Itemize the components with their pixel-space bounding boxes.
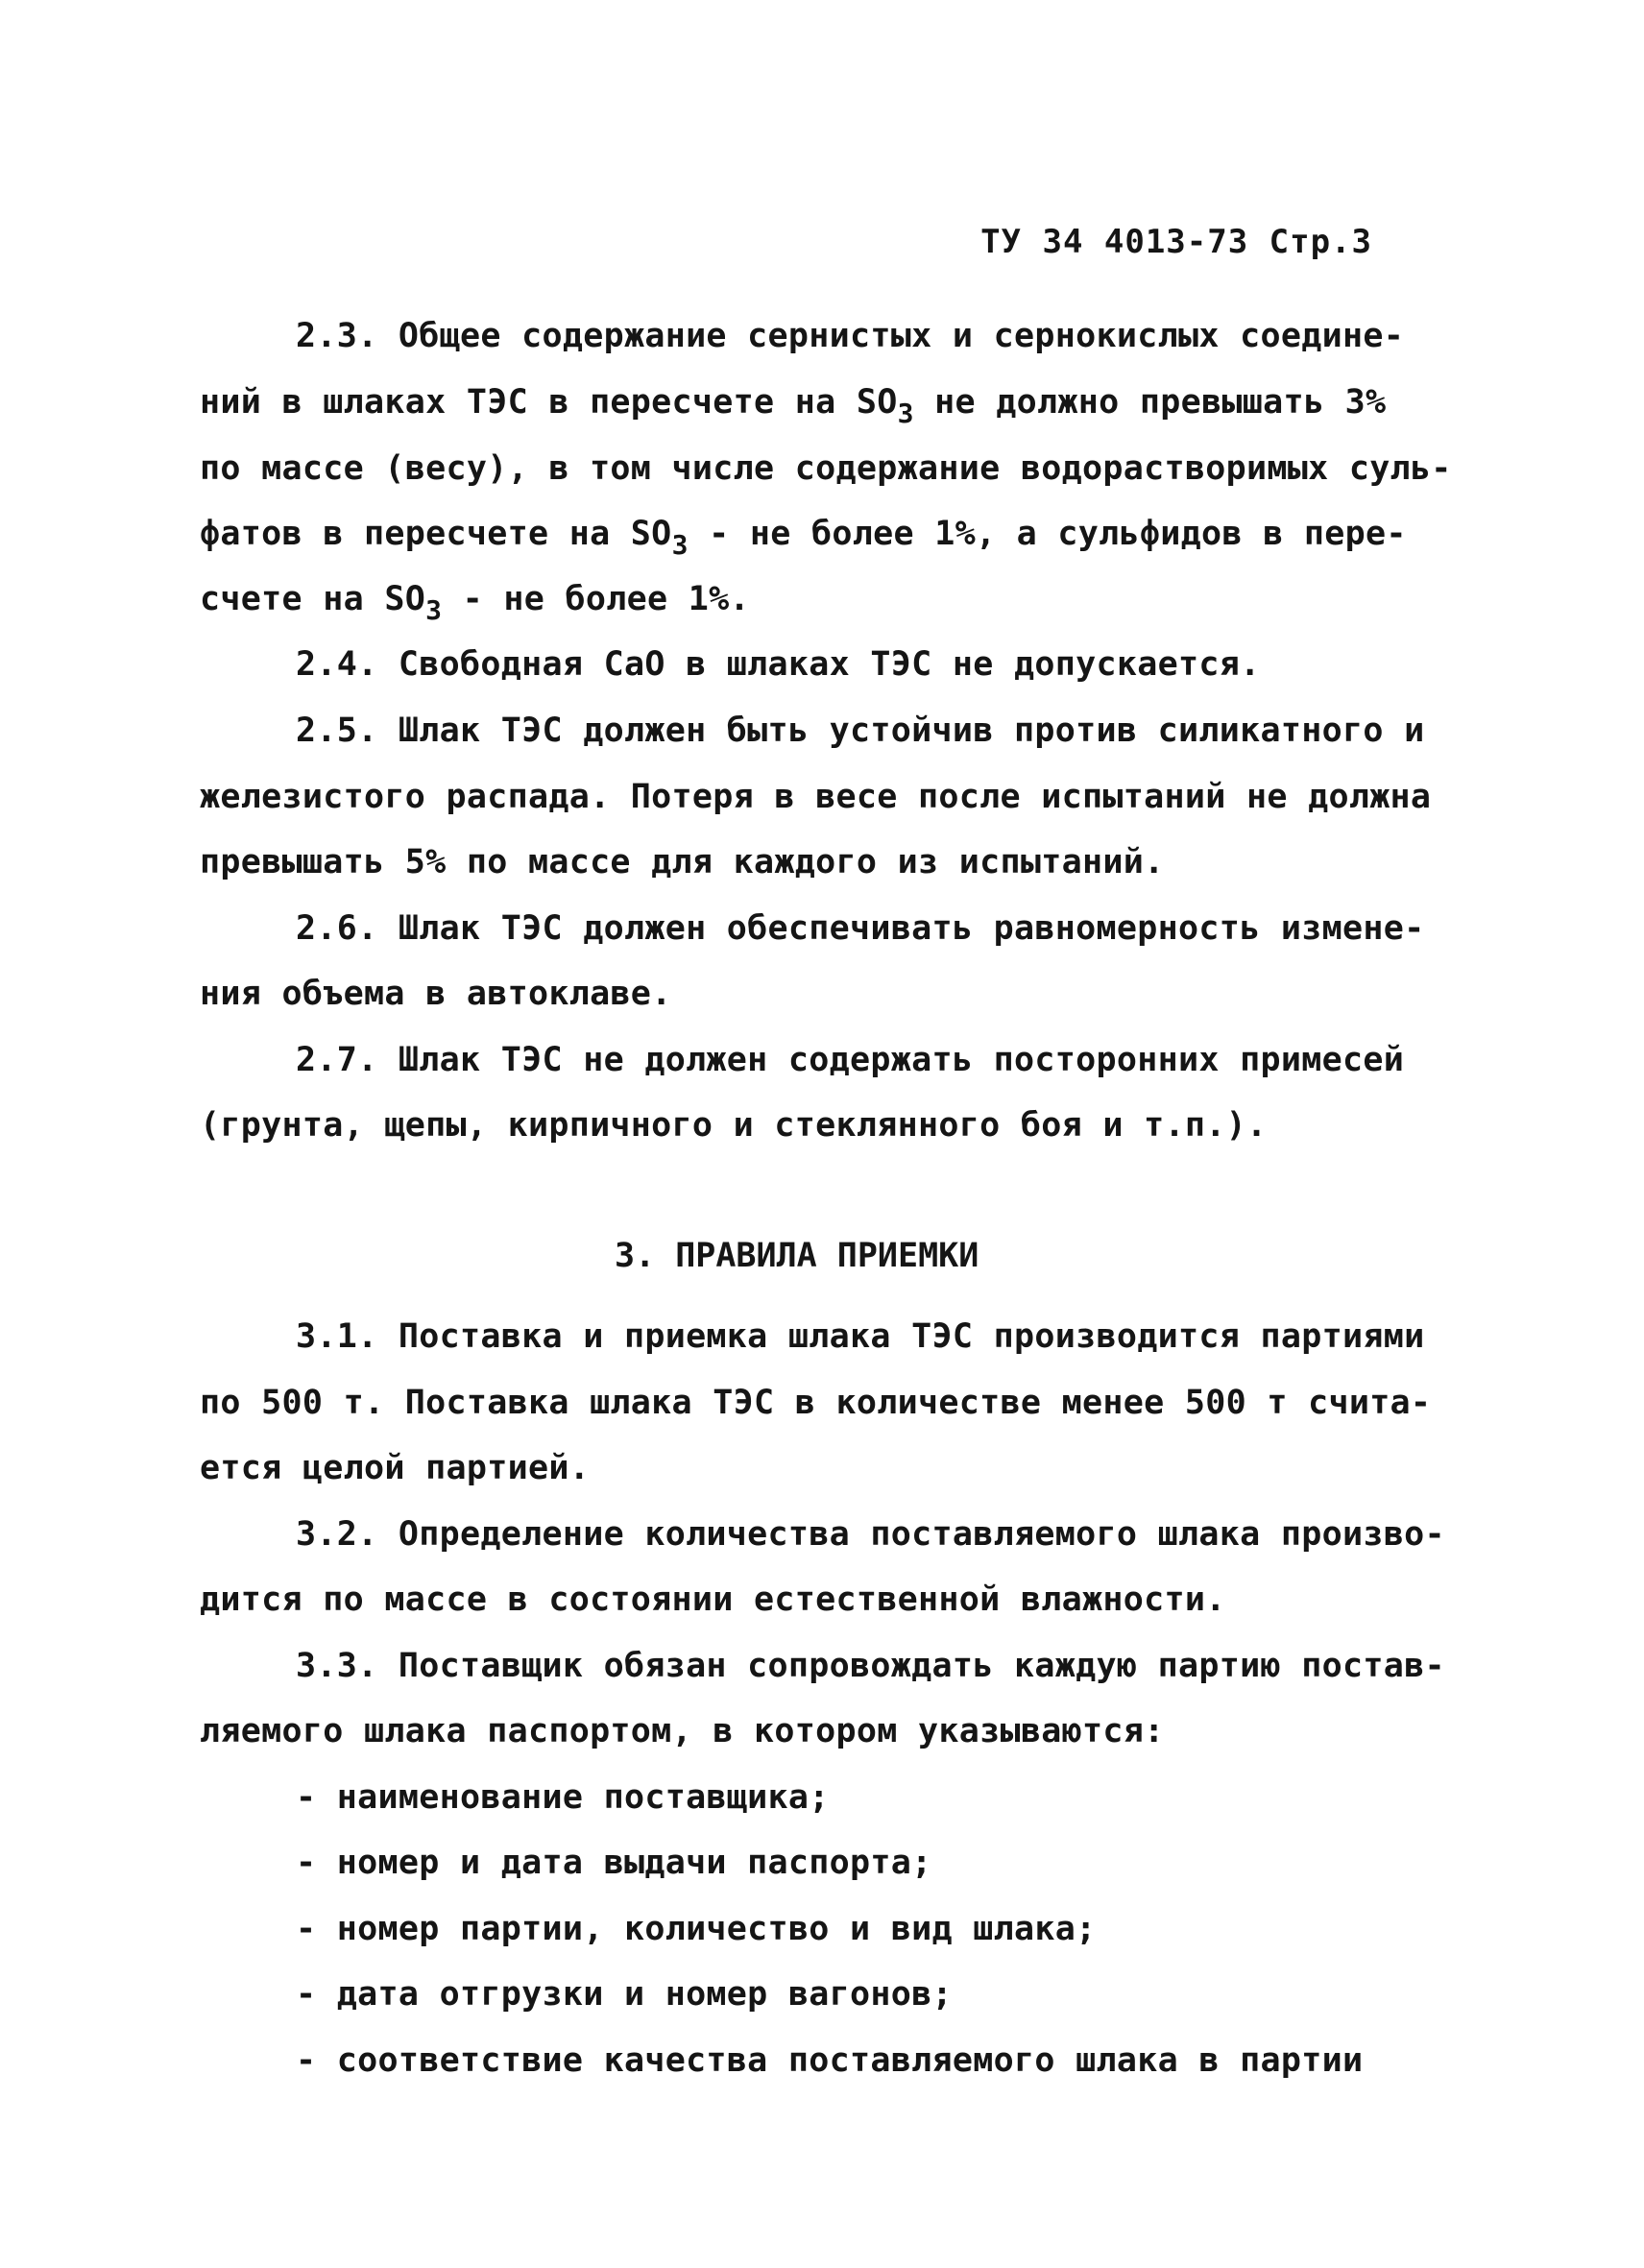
p23-line-1: 2.3. Общее содержание сернистых и сернокислых соедине- [296,317,1405,355]
p31-line-3: ется целой партией. [200,1449,591,1487]
section-title: 3. ПРАВИЛА ПРИЕМКИ [615,1237,979,1275]
list-item: - наименование поставщика; [296,1778,830,1817]
p23-line-2 [200,383,1387,429]
p24-line-1: 2.4. Свободная CaO в шлаках ТЭС не допускается. [296,645,1261,684]
p33-line-2: ляемого шлака паспортом, в котором указываются: [200,1712,1165,1750]
p23-line-2-text: ний в шлаках ТЭС в пересчете на SO [200,383,898,422]
p23-line-5-tail: - не более 1%. [442,580,750,618]
p32-line-1: 3.2. Определение количества поставляемого шлака произво- [296,1515,1445,1554]
p23-line-3: по массе (весу), в том числе содержание водорастворимых суль- [200,449,1452,488]
p27-line-2: (грунта, щепы, кирпичного и стеклянного боя и т.п.). [200,1106,1268,1145]
page-header: ТУ 34 4013-73 Стр.3 [980,223,1372,261]
p25-line-3: превышать 5% по массе для каждого из испытаний. [200,843,1165,881]
p23-line-5 [200,580,750,626]
subscript-3: 3 [671,529,689,561]
p23-line-4-text: фатов в пересчете на SO [200,515,672,553]
subscript-3: 3 [425,594,443,626]
p23-line-4-tail: - не более 1%, а сульфидов в пере- [688,515,1407,553]
list-item: - номер партии, количество и вид шлака; [296,1910,1097,1948]
p26-line-1: 2.6. Шлак ТЭС должен обеспечивать равномерность измене- [296,909,1425,948]
p26-line-2: ния объема в автоклаве. [200,975,672,1013]
p33-line-1: 3.3. Поставщик обязан сопровождать каждую партию постав- [296,1647,1445,1685]
p25-line-2: железистого распада. Потеря в весе после испытаний не должна [200,778,1432,816]
p31-line-2: по 500 т. Поставка шлака ТЭС в количестве менее 500 т счита- [200,1384,1432,1422]
p23-line-4 [200,515,1407,561]
list-item: - номер и дата выдачи паспорта; [296,1844,932,1882]
p32-line-2: дится по массе в состоянии естественной влажности. [200,1580,1226,1619]
list-item: - дата отгрузки и номер вагонов; [296,1975,953,2014]
subscript-3: 3 [897,398,914,429]
p31-line-1: 3.1. Поставка и приемка шлака ТЭС производится партиями [296,1317,1425,1356]
p23-line-5-text: счете на SO [200,580,426,618]
list-item: - соответствие качества поставляемого шлака в партии [296,2041,1364,2080]
p27-line-1: 2.7. Шлак ТЭС не должен содержать посторонних примесей [296,1041,1405,1079]
p25-line-1: 2.5. Шлак ТЭС должен быть устойчив против силикатного и [296,712,1425,750]
p23-line-2-tail: не должно превышать 3% [913,383,1387,422]
